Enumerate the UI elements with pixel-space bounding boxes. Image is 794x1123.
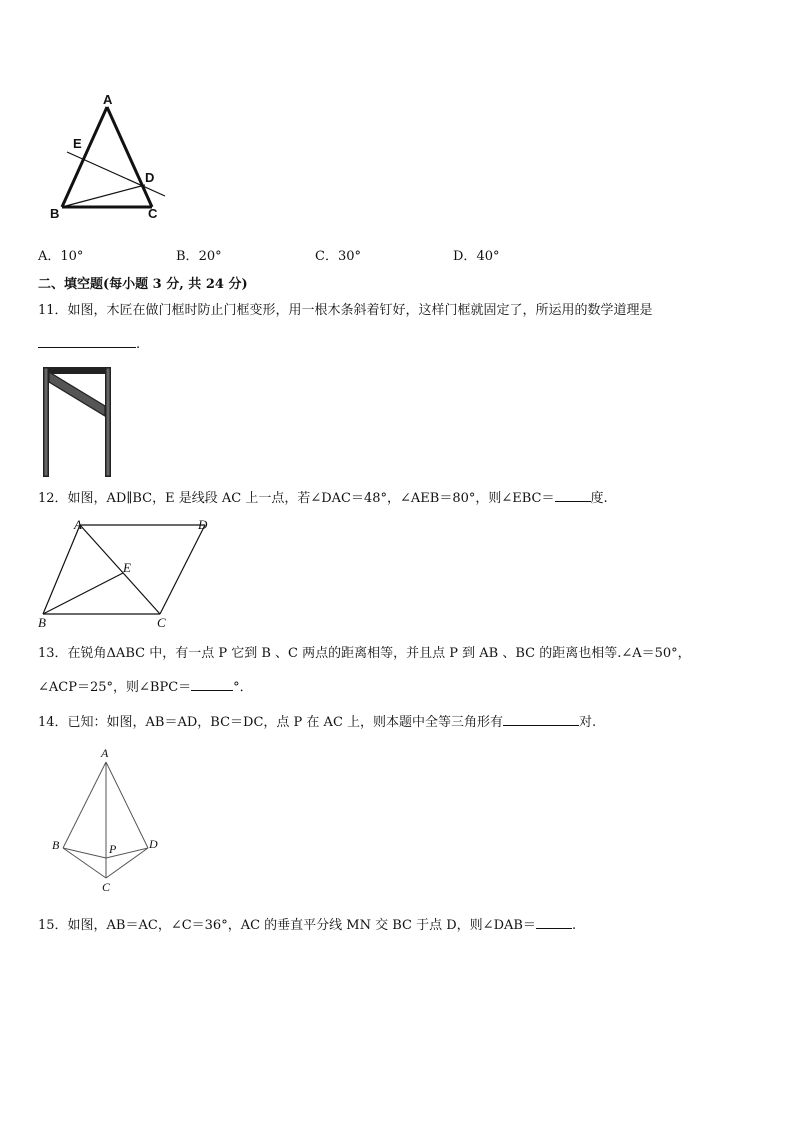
q12-figure: [36, 515, 216, 630]
q10-figure: [45, 90, 175, 225]
section-heading: 二、填空题(每小题 3 分, 共 24 分): [38, 277, 248, 292]
label-a: A: [101, 746, 109, 760]
label-b: B: [52, 838, 60, 852]
q10-option-a: A．10°: [38, 249, 84, 264]
q10-option-c: C．30°: [315, 249, 361, 264]
label-c: C: [157, 615, 166, 630]
q12-blank: [555, 488, 591, 502]
q13-line2: ∠ACP＝25°，则∠BPC＝ °．: [38, 677, 253, 697]
label-e: E: [123, 560, 131, 575]
q14-blank: [503, 712, 579, 726]
q11-answer-line: .: [38, 334, 140, 354]
label-c: C: [102, 880, 111, 894]
label-c: C: [148, 206, 158, 221]
label-a: A: [103, 92, 113, 107]
label-e: E: [73, 136, 82, 151]
q13-line1: 13．在锐角ΔABC 中，有一点 P 它到 B 、C 两点的距离相等，并且点 P 到 AB 、BC 的距离也相等.∠A＝50°，: [38, 646, 691, 661]
label-d: D: [149, 837, 158, 851]
q14-figure: [48, 740, 163, 900]
q11-figure: [40, 364, 115, 479]
q10-option-d: D．40°: [453, 249, 500, 264]
q11-text: 11．如图，木匠在做门框时防止门框变形，用一根木条斜着钉好，这样门框就固定了，所运用的数学道理是: [38, 303, 653, 318]
q10-option-b: B．20°: [176, 249, 222, 264]
label-d: D: [198, 517, 208, 532]
q15-blank: [536, 915, 572, 929]
q15-text: 15．如图，AB＝AC，∠C＝36°，AC 的垂直平分线 MN 交 BC 于点 D，则∠DAB＝ .: [38, 915, 576, 935]
q11-blank: [38, 334, 136, 348]
q13-blank: [191, 677, 233, 691]
label-d: D: [145, 170, 155, 185]
q12-text: 12．如图，AD∥BC，E 是线段 AC 上一点，若∠DAC＝48°，∠AEB＝80°，则∠EBC＝ 度.: [38, 488, 608, 508]
q14-text: 14．已知：如图，AB＝AD，BC＝DC，点 P 在 AC 上，则本题中全等三角形有 对.: [38, 712, 596, 732]
label-p: P: [109, 842, 117, 856]
label-b: B: [38, 615, 46, 630]
label-a: A: [74, 517, 82, 532]
label-b: B: [50, 206, 60, 221]
